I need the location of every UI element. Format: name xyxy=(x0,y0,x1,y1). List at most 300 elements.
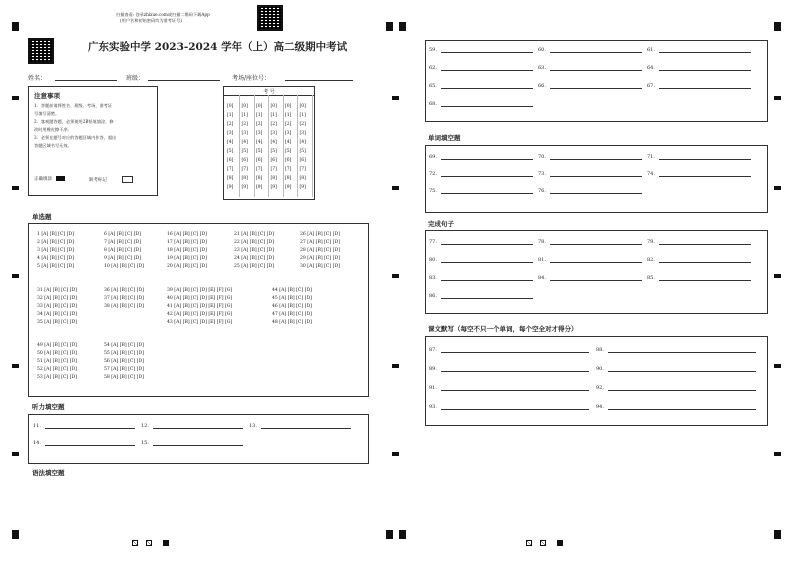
answer-blank[interactable] xyxy=(550,171,642,177)
answer-line[interactable] xyxy=(538,65,642,71)
answer-number: 77. xyxy=(429,239,437,245)
answer-line[interactable] xyxy=(538,188,642,194)
slash-square-icon xyxy=(526,540,532,546)
mc-question[interactable]: 22 [A] [B] [C] [D] xyxy=(234,240,274,245)
mc-question[interactable]: 56 [A] [B] [C] [D] xyxy=(104,359,144,364)
mc-question[interactable]: 9 [A] [B] [C] [D] xyxy=(104,256,141,261)
cloze-box xyxy=(425,40,768,122)
exam-digit-bubble[interactable]: [5] xyxy=(270,149,277,154)
notice-title: 注意事项 xyxy=(34,92,60,100)
exam-digit-bubble[interactable]: [8] xyxy=(285,176,292,181)
listening-box xyxy=(28,414,369,464)
answer-blank[interactable] xyxy=(441,65,533,71)
mc-question[interactable]: 49 [A] [B] [C] [D] xyxy=(37,343,77,348)
answer-blank[interactable] xyxy=(153,423,243,429)
answer-blank[interactable] xyxy=(550,275,642,281)
answer-line[interactable] xyxy=(429,385,589,391)
exam-digit-bubble[interactable]: [8] xyxy=(241,176,248,181)
answer-blank[interactable] xyxy=(441,275,533,281)
exam-digit-bubble[interactable]: [6] xyxy=(299,158,306,163)
answer-line[interactable] xyxy=(538,83,642,89)
exam-digit-bubble[interactable]: [8] xyxy=(256,176,263,181)
mc-question[interactable]: 34 [A] [B] [C] [D] xyxy=(37,312,77,317)
answer-line[interactable] xyxy=(429,65,533,71)
class-label: 班级： xyxy=(126,75,145,82)
answer-number: 73. xyxy=(538,171,546,177)
exam-digit-bubble[interactable]: [8] xyxy=(270,176,277,181)
timing-mark xyxy=(774,364,781,368)
answer-blank[interactable] xyxy=(608,385,756,391)
answer-line[interactable] xyxy=(429,366,589,372)
mc-question[interactable]: 31 [A] [B] [C] [D] xyxy=(37,288,77,293)
mc-question[interactable]: 24 [A] [B] [C] [D] xyxy=(234,256,274,261)
slash-square-icon xyxy=(132,540,138,546)
section-listening: 听力填空题 xyxy=(32,403,65,411)
answer-blank[interactable] xyxy=(441,171,533,177)
mc-question[interactable]: 4 [A] [B] [C] [D] xyxy=(37,256,74,261)
answer-line[interactable] xyxy=(429,347,589,353)
mc-question[interactable]: 6 [A] [B] [C] [D] xyxy=(104,232,141,237)
exam-digit-bubble[interactable]: [0] xyxy=(299,104,306,109)
answer-blank[interactable] xyxy=(659,83,751,89)
exam-digit-bubble[interactable]: [1] xyxy=(256,113,263,118)
filled-square-icon xyxy=(557,540,563,546)
exam-digit-bubble[interactable]: [6] xyxy=(227,158,234,163)
timing-mark xyxy=(392,96,399,100)
exam-digit-bubble[interactable]: [9] xyxy=(241,185,248,190)
answer-number: 92. xyxy=(596,385,604,391)
timing-mark xyxy=(12,186,19,190)
exam-digit-bubble[interactable]: [7] xyxy=(285,167,292,172)
answer-blank[interactable] xyxy=(441,257,533,263)
answer-number: 87. xyxy=(429,347,437,353)
answer-blank[interactable] xyxy=(659,257,751,263)
answer-line[interactable] xyxy=(33,423,135,429)
answer-line[interactable] xyxy=(538,171,642,177)
exam-digit-bubble[interactable]: [8] xyxy=(227,176,234,181)
answer-blank[interactable] xyxy=(441,188,533,194)
corner-mark-br2 xyxy=(774,530,781,539)
exam-digit-bubble[interactable]: [1] xyxy=(285,113,292,118)
mc-question[interactable]: 19 [A] [B] [C] [D] xyxy=(167,256,207,261)
answer-number: 68. xyxy=(429,101,437,107)
timing-mark xyxy=(12,364,19,368)
exam-grid-divider xyxy=(254,95,255,197)
timing-mark xyxy=(12,274,19,278)
seat-label: 考场/座位号： xyxy=(232,75,271,82)
mc-question[interactable]: 1 [A] [B] [C] [D] xyxy=(37,232,74,237)
filled-square-icon xyxy=(56,176,65,181)
correct-fill-label xyxy=(34,176,65,182)
timing-mark xyxy=(392,452,399,456)
answer-number: 75. xyxy=(429,188,437,194)
exam-digit-bubble[interactable]: [5] xyxy=(299,149,306,154)
answer-blank[interactable] xyxy=(441,83,533,89)
answer-line[interactable] xyxy=(538,239,642,245)
qr-code-icon xyxy=(257,5,283,31)
exam-digit-bubble[interactable]: [4] xyxy=(299,140,306,145)
exam-digit-bubble[interactable]: [2] xyxy=(270,122,277,127)
recite-box xyxy=(425,336,768,426)
answer-number: 84. xyxy=(538,275,546,281)
timing-mark xyxy=(392,364,399,368)
notice-line: 2．客观题答题，必须使用2B铅笔填涂，修 xyxy=(34,119,114,124)
exam-digit-bubble[interactable]: [9] xyxy=(285,185,292,190)
answer-line[interactable] xyxy=(429,293,533,299)
answer-blank[interactable] xyxy=(261,423,351,429)
exam-digit-bubble[interactable]: [5] xyxy=(227,149,234,154)
exam-digit-bubble[interactable]: [7] xyxy=(227,167,234,172)
mc-question[interactable]: 48 [A] [B] [C] [D] xyxy=(272,320,312,325)
answer-line[interactable] xyxy=(429,257,533,263)
notice-box xyxy=(28,86,158,196)
answer-line[interactable] xyxy=(596,385,756,391)
mc-question[interactable]: 30 [A] [B] [C] [D] xyxy=(300,264,340,269)
correct-fill-text: 正确填涂 xyxy=(34,177,52,182)
answer-number: 62. xyxy=(429,65,437,71)
answer-number: 93. xyxy=(429,404,437,410)
answer-blank[interactable] xyxy=(441,47,533,53)
mc-question[interactable]: 20 [A] [B] [C] [D] xyxy=(167,264,207,269)
exam-digit-bubble[interactable]: [3] xyxy=(299,131,306,136)
exam-digit-bubble[interactable]: [8] xyxy=(299,176,306,181)
mc-question[interactable]: 53 [A] [B] [C] [D] xyxy=(37,375,77,380)
answer-blank[interactable] xyxy=(441,293,533,299)
answer-blank[interactable] xyxy=(659,239,751,245)
answer-line[interactable] xyxy=(429,404,589,410)
name-field[interactable] xyxy=(55,80,117,81)
mc-question[interactable]: 42 [A] [B] [C] [D] [E] [F] [G] xyxy=(167,312,233,317)
exam-digit-bubble[interactable]: [2] xyxy=(256,122,263,127)
word-fill-box xyxy=(425,145,768,213)
answer-number: 64. xyxy=(647,65,655,71)
exam-digit-bubble[interactable]: [7] xyxy=(270,167,277,172)
answer-line[interactable] xyxy=(429,154,533,160)
answer-number: 66. xyxy=(538,83,546,89)
answer-line[interactable] xyxy=(647,65,751,71)
mc-question[interactable]: 23 [A] [B] [C] [D] xyxy=(234,248,274,253)
answer-number: 76. xyxy=(538,188,546,194)
answer-number: 69. xyxy=(429,154,437,160)
absent-checkbox[interactable] xyxy=(122,176,133,183)
answer-number: 63. xyxy=(538,65,546,71)
answer-number: 70. xyxy=(538,154,546,160)
absent-mark-text: 缺考标记 xyxy=(89,178,107,183)
mc-question[interactable]: 2 [A] [B] [C] [D] xyxy=(37,240,74,245)
section-single-choice: 单选题 xyxy=(32,213,52,221)
exam-digit-bubble[interactable]: [4] xyxy=(285,140,292,145)
mc-question[interactable]: 52 [A] [B] [C] [D] xyxy=(37,367,77,372)
answer-number: 72. xyxy=(429,171,437,177)
mc-question[interactable]: 3 [A] [B] [C] [D] xyxy=(37,248,74,253)
exam-digit-bubble[interactable]: [1] xyxy=(299,113,306,118)
answer-line[interactable] xyxy=(596,347,756,353)
answer-blank[interactable] xyxy=(608,347,756,353)
mc-question[interactable]: 27 [A] [B] [C] [D] xyxy=(300,240,340,245)
mc-question[interactable]: 51 [A] [B] [C] [D] xyxy=(37,359,77,364)
single-choice-box xyxy=(28,223,369,397)
mc-question[interactable]: 50 [A] [B] [C] [D] xyxy=(37,351,77,356)
answer-line[interactable] xyxy=(141,440,243,446)
answer-blank[interactable] xyxy=(441,385,589,391)
answer-blank[interactable] xyxy=(45,423,135,429)
exam-digit-bubble[interactable]: [9] xyxy=(299,185,306,190)
answer-number: 71. xyxy=(647,154,655,160)
notice-line: 答题区域书写无效。 xyxy=(34,143,72,148)
answer-blank[interactable] xyxy=(659,275,751,281)
mc-question[interactable]: 10 [A] [B] [C] [D] xyxy=(104,264,144,269)
exam-digit-bubble[interactable]: [1] xyxy=(227,113,234,118)
exam-digit-bubble[interactable]: [6] xyxy=(270,158,277,163)
section-grammar: 语法填空题 xyxy=(32,469,65,477)
exam-grid-divider xyxy=(297,95,298,197)
section-complete-sentence: 完成句子 xyxy=(428,220,454,228)
answer-blank[interactable] xyxy=(45,440,135,446)
exam-digit-bubble[interactable]: [3] xyxy=(285,131,292,136)
answer-blank[interactable] xyxy=(550,83,642,89)
exam-digit-bubble[interactable]: [2] xyxy=(227,122,234,127)
corner-mark-tl2 xyxy=(399,22,406,31)
exam-digit-bubble[interactable]: [3] xyxy=(241,131,248,136)
mc-question[interactable]: 43 [A] [B] [C] [D] [E] [F] [G] xyxy=(167,320,233,325)
answer-blank[interactable] xyxy=(659,47,751,53)
exam-digit-bubble[interactable]: [9] xyxy=(256,185,263,190)
exam-digit-bubble[interactable]: [3] xyxy=(270,131,277,136)
mc-question[interactable]: 41 [A] [B] [C] [D] [E] [F] [G] xyxy=(167,304,233,309)
answer-number: 86. xyxy=(429,293,437,299)
exam-digit-bubble[interactable]: [6] xyxy=(241,158,248,163)
corner-mark-bl2 xyxy=(399,530,406,539)
filled-square-icon xyxy=(163,540,169,546)
timing-mark xyxy=(774,96,781,100)
exam-digit-bubble[interactable]: [6] xyxy=(256,158,263,163)
exam-digit-bubble[interactable]: [2] xyxy=(299,122,306,127)
exam-grid-divider xyxy=(268,95,269,197)
answer-number: 74. xyxy=(647,171,655,177)
page-footer-marks xyxy=(132,531,169,550)
mc-question[interactable]: 25 [A] [B] [C] [D] xyxy=(234,264,274,269)
answer-number: 13. xyxy=(249,423,257,429)
slash-square-icon xyxy=(146,540,152,546)
exam-digit-bubble[interactable]: [7] xyxy=(256,167,263,172)
mc-question[interactable]: 58 [A] [B] [C] [D] xyxy=(104,375,144,380)
answer-blank[interactable] xyxy=(659,65,751,71)
exam-digit-bubble[interactable]: [3] xyxy=(227,131,234,136)
exam-digit-bubble[interactable]: [1] xyxy=(270,113,277,118)
exam-digit-bubble[interactable]: [4] xyxy=(241,140,248,145)
answer-line[interactable] xyxy=(538,154,642,160)
timing-mark xyxy=(12,96,19,100)
answer-line[interactable] xyxy=(647,257,751,263)
exam-number-grid xyxy=(223,86,315,200)
mc-question[interactable]: 40 [A] [B] [C] [D] [E] [F] [G] xyxy=(167,296,233,301)
slash-square-icon xyxy=(540,540,546,546)
corner-mark-tr2 xyxy=(774,22,781,31)
answer-blank[interactable] xyxy=(659,154,751,160)
answer-blank[interactable] xyxy=(550,47,642,53)
exam-grid-divider xyxy=(239,95,240,197)
answer-number: 61. xyxy=(647,47,655,53)
mc-question[interactable]: 46 [A] [B] [C] [D] xyxy=(272,304,312,309)
notice-line: 3．必须在题号对应的答题区域内作答，超出 xyxy=(34,135,117,140)
notice-line: 1．答题前请将姓名、班级、考场、准考证 xyxy=(34,103,113,108)
mc-question[interactable]: 29 [A] [B] [C] [D] xyxy=(300,256,340,261)
answer-line[interactable] xyxy=(141,423,243,429)
exam-digit-bubble[interactable]: [1] xyxy=(241,113,248,118)
qr-code-icon xyxy=(28,38,54,64)
page-title: 广东实验中学 2023-2024 学年（上）高二级期中考试 xyxy=(88,41,348,53)
mc-question[interactable]: 38 [A] [B] [C] [D] xyxy=(104,304,144,309)
answer-line[interactable] xyxy=(429,275,533,281)
mc-question[interactable]: 36 [A] [B] [C] [D] xyxy=(104,288,144,293)
exam-digit-bubble[interactable]: [6] xyxy=(285,158,292,163)
answer-line[interactable] xyxy=(538,257,642,263)
mc-question[interactable]: 26 [A] [B] [C] [D] xyxy=(300,232,340,237)
answer-blank[interactable] xyxy=(550,257,642,263)
answer-line[interactable] xyxy=(538,47,642,53)
timing-mark xyxy=(392,274,399,278)
answer-line[interactable] xyxy=(596,404,756,410)
exam-digit-bubble[interactable]: [0] xyxy=(256,104,263,109)
answer-line[interactable] xyxy=(596,366,756,372)
answer-number: 85. xyxy=(647,275,655,281)
exam-digit-bubble[interactable]: [9] xyxy=(270,185,277,190)
mc-question[interactable]: 33 [A] [B] [C] [D] xyxy=(37,304,77,309)
page-footer-marks-right xyxy=(526,531,563,550)
exam-digit-bubble[interactable]: [3] xyxy=(256,131,263,136)
answer-line[interactable] xyxy=(647,239,751,245)
mc-question[interactable]: 54 [A] [B] [C] [D] xyxy=(104,343,144,348)
timing-mark xyxy=(392,186,399,190)
answer-line[interactable] xyxy=(249,423,351,429)
answer-blank[interactable] xyxy=(659,171,751,177)
answer-number: 81. xyxy=(538,257,546,263)
exam-digit-bubble[interactable]: [7] xyxy=(241,167,248,172)
answer-number: 82. xyxy=(647,257,655,263)
exam-digit-bubble[interactable]: [0] xyxy=(285,104,292,109)
section-word-fill: 单词填空题 xyxy=(428,134,461,142)
exam-digit-bubble[interactable]: [0] xyxy=(227,104,234,109)
answer-number: 59. xyxy=(429,47,437,53)
exam-digit-bubble[interactable]: [4] xyxy=(270,140,277,145)
exam-digit-bubble[interactable]: [9] xyxy=(227,185,234,190)
mc-question[interactable]: 44 [A] [B] [C] [D] xyxy=(272,288,312,293)
answer-number: 89. xyxy=(429,366,437,372)
notice-line: 号填写清楚。 xyxy=(34,111,60,116)
mc-question[interactable]: 35 [A] [B] [C] [D] xyxy=(37,320,77,325)
answer-blank[interactable] xyxy=(550,65,642,71)
mc-question[interactable]: 47 [A] [B] [C] [D] xyxy=(272,312,312,317)
notice-line: 改时用橡皮擦干净。 xyxy=(34,127,72,132)
exam-digit-bubble[interactable]: [4] xyxy=(227,140,234,145)
mc-question[interactable]: 17 [A] [B] [C] [D] xyxy=(167,240,207,245)
answer-number: 83. xyxy=(429,275,437,281)
mc-question[interactable]: 57 [A] [B] [C] [D] xyxy=(104,367,144,372)
answer-line[interactable] xyxy=(33,440,135,446)
exam-digit-bubble[interactable]: [5] xyxy=(241,149,248,154)
answer-number: 14. xyxy=(33,440,41,446)
exam-digit-bubble[interactable]: [0] xyxy=(270,104,277,109)
mc-question[interactable]: 32 [A] [B] [C] [D] xyxy=(37,296,77,301)
answer-blank[interactable] xyxy=(441,347,589,353)
timing-mark xyxy=(774,186,781,190)
answer-line[interactable] xyxy=(647,47,751,53)
answer-line[interactable] xyxy=(647,275,751,281)
answer-blank[interactable] xyxy=(608,404,756,410)
exam-digit-bubble[interactable]: [4] xyxy=(256,140,263,145)
mc-question[interactable]: 55 [A] [B] [C] [D] xyxy=(104,351,144,356)
answer-line[interactable] xyxy=(429,83,533,89)
answer-blank[interactable] xyxy=(550,239,642,245)
corner-mark-br xyxy=(386,530,393,539)
timing-mark xyxy=(12,452,19,456)
section-recite: 课文默写（每空不只一个单词，每个空全对才得分） xyxy=(428,325,578,333)
answer-number: 80. xyxy=(429,257,437,263)
answer-line[interactable] xyxy=(429,47,533,53)
mc-question[interactable]: 7 [A] [B] [C] [D] xyxy=(104,240,141,245)
answer-number: 12. xyxy=(141,423,149,429)
answer-blank[interactable] xyxy=(153,440,243,446)
answer-line[interactable] xyxy=(647,171,751,177)
answer-line[interactable] xyxy=(538,275,642,281)
answer-line[interactable] xyxy=(647,154,751,160)
answer-blank[interactable] xyxy=(608,366,756,372)
mc-question[interactable]: 28 [A] [B] [C] [D] xyxy=(300,248,340,253)
exam-digit-bubble[interactable]: [0] xyxy=(241,104,248,109)
answer-blank[interactable] xyxy=(550,154,642,160)
answer-number: 11. xyxy=(33,423,41,429)
answer-number: 60. xyxy=(538,47,546,53)
answer-blank[interactable] xyxy=(441,101,533,107)
mc-question[interactable]: 21 [A] [B] [C] [D] xyxy=(234,232,274,237)
answer-line[interactable] xyxy=(429,239,533,245)
answer-line[interactable] xyxy=(429,101,533,107)
mc-question[interactable]: 5 [A] [B] [C] [D] xyxy=(37,264,74,269)
mc-question[interactable]: 18 [A] [B] [C] [D] xyxy=(167,248,207,253)
answer-line[interactable] xyxy=(429,171,533,177)
exam-digit-bubble[interactable]: [7] xyxy=(299,167,306,172)
answer-blank[interactable] xyxy=(550,188,642,194)
answer-line[interactable] xyxy=(647,83,751,89)
answer-number: 88. xyxy=(596,347,604,353)
answer-number: 67. xyxy=(647,83,655,89)
answer-number: 15. xyxy=(141,440,149,446)
seat-field[interactable] xyxy=(285,80,353,81)
mc-question[interactable]: 8 [A] [B] [C] [D] xyxy=(104,248,141,253)
answer-blank[interactable] xyxy=(441,239,533,245)
answer-number: 94. xyxy=(596,404,604,410)
mc-question[interactable]: 39 [A] [B] [C] [D] [E] [F] [G] xyxy=(167,288,233,293)
exam-digit-bubble[interactable]: [2] xyxy=(241,122,248,127)
exam-digit-bubble[interactable]: [5] xyxy=(256,149,263,154)
mc-question[interactable]: 16 [A] [B] [C] [D] xyxy=(167,232,207,237)
mc-question[interactable]: 37 [A] [B] [C] [D] xyxy=(104,296,144,301)
exam-grid-divider xyxy=(283,95,284,197)
answer-blank[interactable] xyxy=(441,404,589,410)
answer-blank[interactable] xyxy=(441,366,589,372)
exam-number-label: 考 号 xyxy=(263,89,275,95)
notice-lines xyxy=(34,102,116,150)
name-label: 姓名： xyxy=(28,75,47,82)
mc-question[interactable]: 45 [A] [B] [C] [D] xyxy=(272,296,312,301)
answer-number: 65. xyxy=(429,83,437,89)
answer-line[interactable] xyxy=(429,188,533,194)
complete-sentence-box xyxy=(425,230,768,314)
answer-blank[interactable] xyxy=(441,154,533,160)
exam-digit-bubble[interactable]: [5] xyxy=(285,149,292,154)
class-field[interactable] xyxy=(148,80,220,81)
exam-digit-bubble[interactable]: [2] xyxy=(285,122,292,127)
